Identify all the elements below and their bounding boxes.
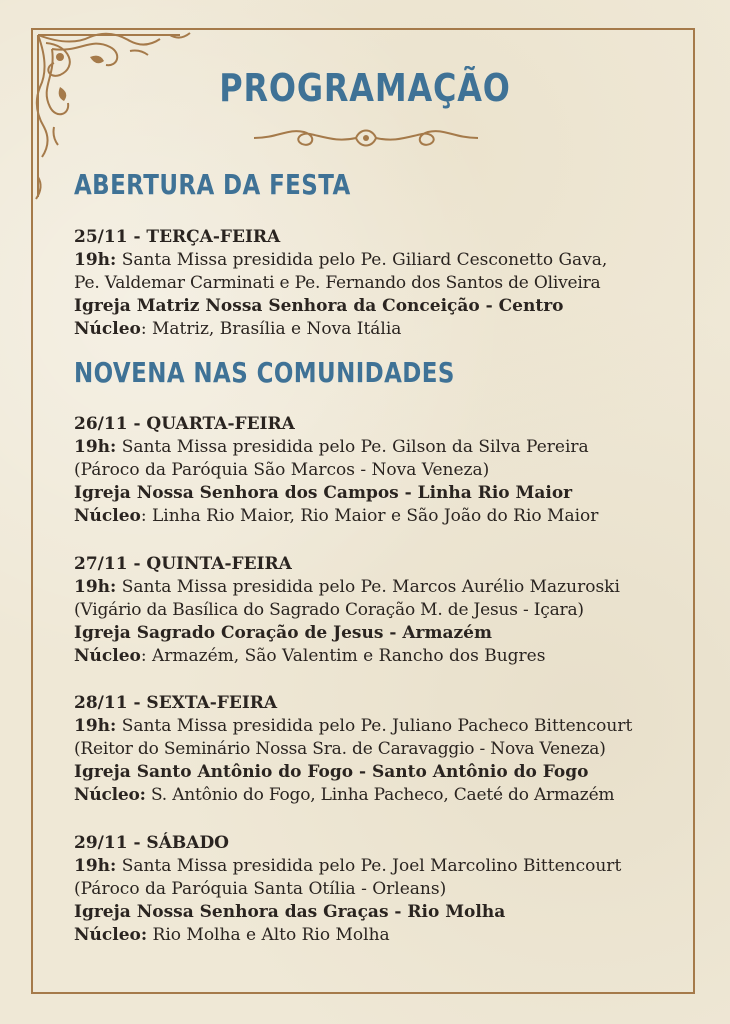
entry-mass-cont: (Pároco da Paróquia São Marcos - Nova Veneza) bbox=[74, 460, 490, 480]
entry-nucleus-label: Núcleo bbox=[74, 506, 141, 526]
entry-nucleus: : Matriz, Brasília e Nova Itália bbox=[140, 319, 402, 339]
entry-nucleus-label: Núcleo: bbox=[74, 925, 148, 945]
entry-church: Igreja Sagrado Coração de Jesus - Armazém bbox=[74, 623, 492, 643]
entry-nucleus-label: Núcleo bbox=[74, 646, 141, 666]
entry-date: 28/11 - SEXTA-FEIRA bbox=[74, 693, 278, 713]
page-title: PROGRAMAÇÃO bbox=[219, 66, 511, 110]
entry-nucleus: : Armazém, São Valentim e Rancho dos Bugres bbox=[140, 646, 546, 666]
entry-time: 19h: bbox=[74, 437, 117, 457]
entry-date: 27/11 - QUINTA-FEIRA bbox=[74, 554, 292, 574]
schedule-entry bbox=[74, 226, 674, 341]
entry-church: Igreja Nossa Senhora dos Campos - Linha Rio Maior bbox=[74, 483, 573, 503]
entry-nucleus: S. Antônio do Fogo, Linha Pacheco, Caeté do Armazém bbox=[145, 785, 615, 805]
entry-time: 19h: bbox=[74, 856, 117, 876]
section-title-novena: NOVENA NAS COMUNIDADES bbox=[74, 356, 455, 389]
entry-mass-cont: (Pároco da Paróquia Santa Otília - Orleans) bbox=[74, 879, 447, 899]
entry-nucleus-label: Núcleo bbox=[74, 319, 141, 339]
entry-date: 25/11 - TERÇA-FEIRA bbox=[74, 227, 281, 247]
entry-church: Igreja Nossa Senhora das Graças - Rio Molha bbox=[74, 902, 506, 922]
entry-church: Igreja Santo Antônio do Fogo - Santo Antônio do Fogo bbox=[74, 762, 589, 782]
schedule-entry bbox=[74, 692, 674, 807]
entry-time: 19h: bbox=[74, 250, 117, 270]
section-title-abertura: ABERTURA DA FESTA bbox=[74, 168, 351, 201]
entry-mass: Santa Missa presidida pelo Pe. Juliano Pacheco Bittencourt bbox=[121, 716, 633, 736]
entry-date: 26/11 - QUARTA-FEIRA bbox=[74, 414, 295, 434]
entry-mass: Santa Missa presidida pelo Pe. Gilson da Silva Pereira bbox=[121, 437, 589, 457]
entry-mass: Santa Missa presidida pelo Pe. Marcos Aurélio Mazuroski bbox=[121, 577, 620, 597]
schedule-entry bbox=[74, 832, 674, 947]
schedule-entry bbox=[74, 413, 674, 528]
schedule-entry bbox=[74, 553, 674, 668]
entry-mass-cont: (Vigário da Basílica do Sagrado Coração M. de Jesus - Içara) bbox=[74, 600, 584, 620]
entry-time: 19h: bbox=[74, 716, 117, 736]
entry-date: 29/11 - SÁBADO bbox=[74, 833, 229, 853]
entry-time: 19h: bbox=[74, 577, 117, 597]
entry-mass: Santa Missa presidida pelo Pe. Giliard Cesconetto Gava, bbox=[121, 250, 608, 270]
title-flourish-icon bbox=[248, 118, 484, 158]
entry-nucleus: : Linha Rio Maior, Rio Maior e São João do Rio Maior bbox=[140, 506, 599, 526]
entry-nucleus-label: Núcleo: bbox=[74, 785, 146, 805]
entry-mass: Santa Missa presidida pelo Pe. Joel Marcolino Bittencourt bbox=[121, 856, 622, 876]
entry-mass-cont: (Reitor do Seminário Nossa Sra. de Caravaggio - Nova Veneza) bbox=[74, 739, 606, 759]
entry-nucleus: Rio Molha e Alto Rio Molha bbox=[147, 925, 390, 945]
entry-church: Igreja Matriz Nossa Senhora da Conceição - Centro bbox=[74, 296, 564, 316]
entry-mass-cont: Pe. Valdemar Carminati e Pe. Fernando dos Santos de Oliveira bbox=[74, 273, 601, 293]
